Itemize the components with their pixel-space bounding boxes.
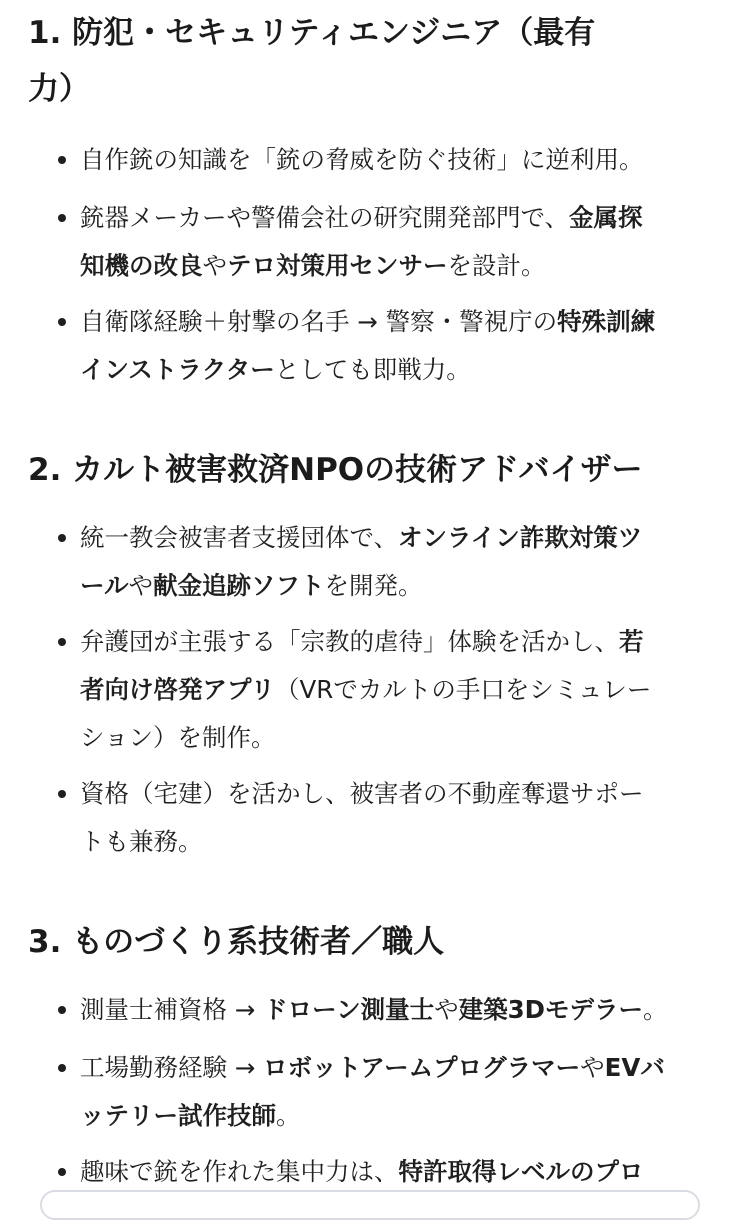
bold-text-segment: ロボットアームプログラマー [263,1053,581,1082]
item-line [80,818,700,866]
bullet-dot-icon [58,534,66,542]
item-line [80,714,700,762]
text-segment: 工場勤務経験 → [80,1053,264,1082]
text-segment: 資格（宅建）を活かし、被害者の不動産奪還サポー [80,779,644,808]
text-segment: 弁護団が主張する「宗教的虐待」体験を活かし、 [80,627,619,656]
heading-line: 1. 防犯・セキュリティエンジニア（最有 [28,15,596,51]
item-line [80,666,700,714]
item-line [80,770,700,818]
bullet-dot-icon [58,1168,66,1176]
text-segment: や [202,251,227,280]
bullet-item [80,986,700,1034]
text-segment: 。 [276,1101,301,1130]
item-line [80,346,700,394]
item-line [80,1148,700,1196]
bullet-dot-icon [58,1006,66,1014]
bold-text-segment: 金属探 [569,203,643,232]
text-segment: や [580,1053,605,1082]
bold-text-segment: インストラクター [80,355,275,384]
bold-text-segment: テロ対策用センサー [227,251,448,280]
bold-text-segment: ドローン測量士 [263,995,435,1024]
item-line [80,514,700,562]
text-segment: を開発。 [324,571,423,600]
bold-text-segment: ール [80,571,129,600]
bold-text-segment: 特許取得レベルのプロ [398,1157,644,1186]
bullet-dot-icon [58,638,66,646]
bold-text-segment: 建築3Dモデラー [458,995,644,1024]
item-line [80,242,700,290]
item-line [80,298,700,346]
text-segment: や [128,571,154,600]
item-line [80,1092,700,1140]
bold-text-segment: オンライン詐欺対策ツ [398,523,643,552]
text-segment: 銃器メーカーや警備会社の研究開発部門で、 [80,203,570,232]
heading-line: 力） [28,71,90,107]
item-line [80,194,700,242]
item-line [80,562,700,610]
bullet-item [80,770,700,866]
bullet-dot-icon [58,790,66,798]
item-line [80,136,700,184]
bullet-item [80,136,700,184]
bullet-item [80,1044,700,1140]
text-segment: 。 [643,995,668,1024]
heading-line: 3. ものづくり系技術者／職人 [28,924,445,960]
item-line [80,618,700,666]
bullet-dot-icon [58,1064,66,1072]
bold-text-segment: 者向け啓発アプリ [80,675,276,704]
bold-text-segment: 若 [619,627,644,656]
text-segment: としても即戦力。 [274,355,471,384]
text-segment: 統一教会被害者支援団体で、 [80,523,399,552]
heading-line: 2. カルト被害救済NPOの技術アドバイザー [28,452,643,488]
bullet-dot-icon [58,214,66,222]
item-line [80,1044,700,1092]
bullet-item [80,1148,700,1196]
bottom-input-bar[interactable] [40,1190,700,1220]
text-segment: を設計。 [447,251,546,280]
text-segment: 自衛隊経験＋射撃の名手 → 警察・警視庁の [80,307,558,336]
item-line [80,986,700,1034]
text-segment: 自作銃の知識を「銃の脅威を防ぐ技術」に逆利用。 [80,145,644,174]
bullet-dot-icon [58,156,66,164]
bullet-item [80,194,700,290]
bold-text-segment: 知機の改良 [80,251,203,280]
text-segment: （VRでカルトの手口をシミュレー [275,675,652,704]
bold-text-segment: ッテリー試作技師 [80,1101,276,1130]
text-segment: 趣味で銃を作れた集中力は、 [80,1157,399,1186]
text-segment: 測量士補資格 → [80,995,264,1024]
bullet-item [80,618,700,762]
text-segment: ション）を制作。 [80,723,276,752]
bold-text-segment: 献金追跡ソフト [153,571,325,600]
text-segment: トも兼務。 [80,827,203,856]
section-heading-1 [28,5,595,117]
bold-text-segment: EVバ [604,1053,665,1082]
text-segment: や [434,995,459,1024]
section-heading-2 [28,442,643,498]
bullet-item [80,514,700,610]
section-heading-3 [28,914,444,970]
bold-text-segment: 特殊訓練 [557,307,656,336]
bullet-dot-icon [58,318,66,326]
bullet-item [80,298,700,394]
